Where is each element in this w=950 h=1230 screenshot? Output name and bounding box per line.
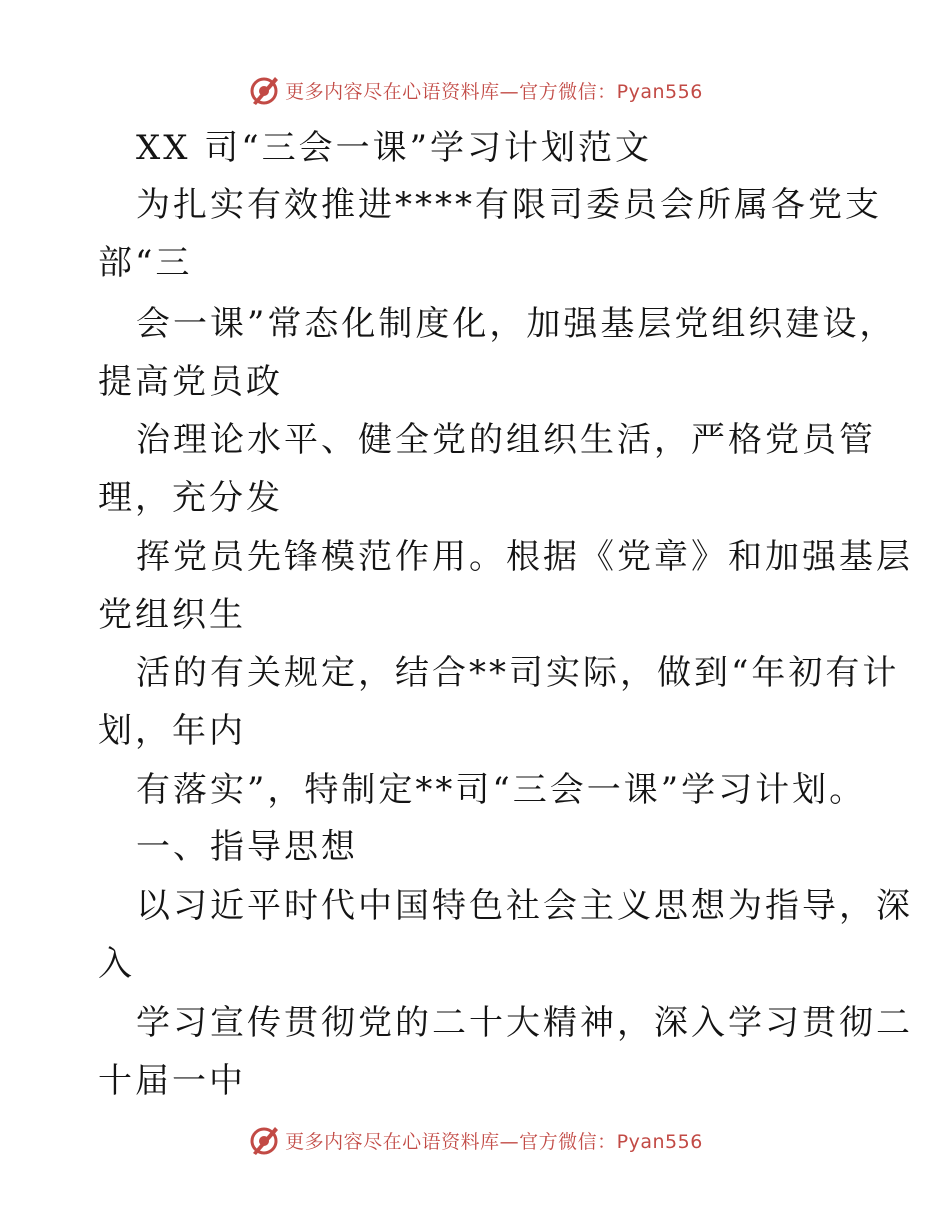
banner-text: 更多内容尽在心语资料库—官方微信：Pyan556 xyxy=(285,80,703,103)
text-line: 理，充分发 xyxy=(98,478,283,518)
text-line: 治理论水平、健全党的组织生活，严格党员管 xyxy=(136,420,876,460)
text-line: 为扎实有效推进****有限司委员会所属各党支 xyxy=(136,185,882,225)
banner-text: 更多内容尽在心语资料库—官方微信：Pyan556 xyxy=(285,1130,703,1153)
text-line: 学习宣传贯彻党的二十大精神，深入学习贯彻二 xyxy=(136,1003,913,1043)
section-heading: 一、指导思想 xyxy=(136,827,358,867)
quill-seal-icon xyxy=(247,1123,281,1157)
text-line: 入 xyxy=(98,944,135,984)
text-line: 以习近平时代中国特色社会主义思想为指导，深 xyxy=(136,886,913,926)
quill-seal-icon xyxy=(247,73,281,107)
text-line: 会一课”常态化制度化，加强基层党组织建设， xyxy=(136,304,897,344)
text-line: 提高党员政 xyxy=(98,362,283,402)
text-line: 部“三 xyxy=(98,243,193,283)
text-line: 党组织生 xyxy=(98,595,246,635)
document-title: XX 司“三会一课”学习计划范文 xyxy=(136,128,652,168)
text-line: 挥党员先锋模范作用。根据《党章》和加强基层 xyxy=(136,537,913,577)
text-line: 有落实”，特制定**司“三会一课”学习计划。 xyxy=(136,770,867,810)
text-line: 活的有关规定，结合**司实际，做到“年初有计 xyxy=(136,653,900,693)
text-line: 十届一中 xyxy=(98,1061,246,1101)
header-banner xyxy=(0,68,950,112)
text-line: 划，年内 xyxy=(98,711,246,751)
footer-banner xyxy=(0,1118,950,1162)
